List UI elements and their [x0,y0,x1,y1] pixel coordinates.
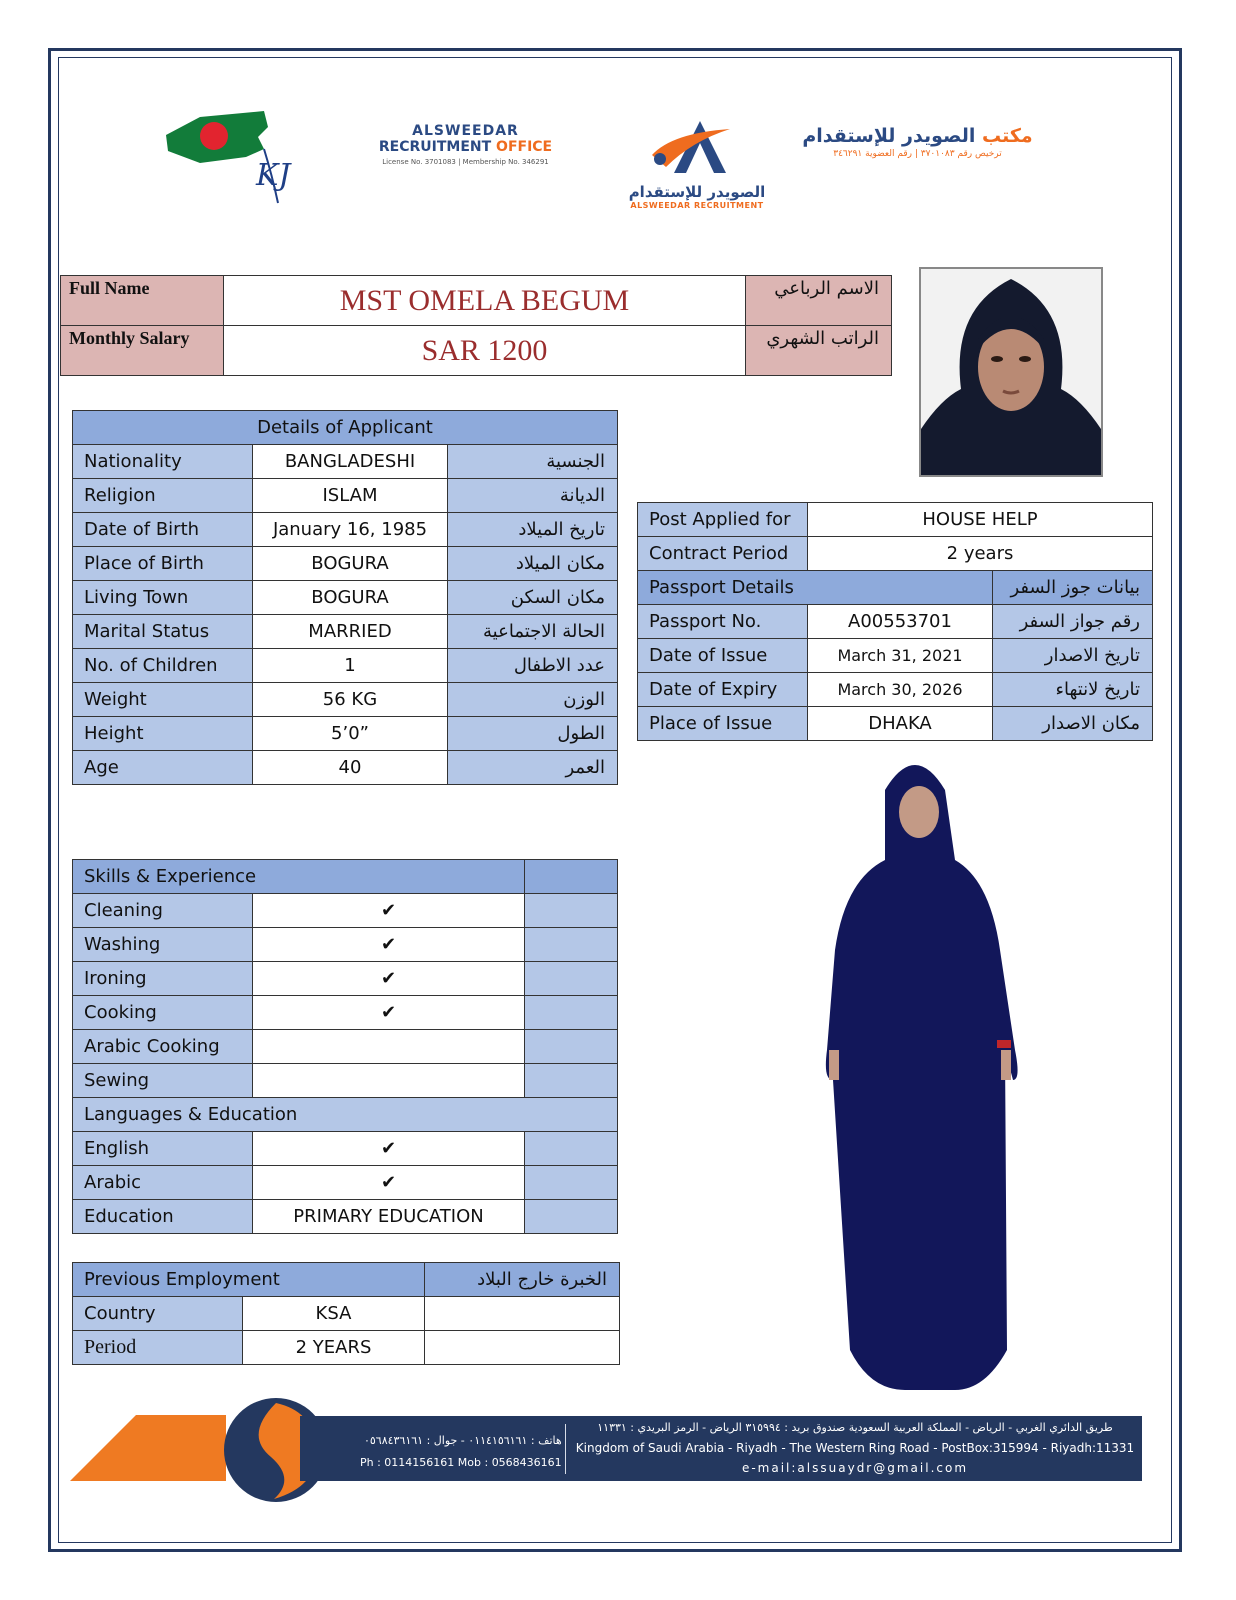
skill-blank [525,928,618,962]
detail-value: January 16, 1985 [252,513,448,547]
detail-label-ar: تاريخ الميلاد [448,513,618,547]
passport-label: Passport No. [638,605,808,639]
skill-check: ✔ [252,928,524,962]
education-label: Education [73,1200,253,1234]
skill-label: Cooking [73,996,253,1030]
footer-email: e-mail:alssuaydr@gmail.com [741,1461,969,1475]
passport-value: March 30, 2026 [808,673,993,707]
skill-check: ✔ [252,996,524,1030]
detail-label: Date of Birth [73,513,253,547]
alsweedar-a-logo [612,115,782,215]
detail-label-ar: الطول [448,717,618,751]
language-blank [525,1132,618,1166]
period-label: Period [73,1331,243,1365]
details-header: Details of Applicant [73,411,618,445]
passport-value: March 31, 2021 [808,639,993,673]
detail-value: 40 [252,751,448,785]
logo-a-arabic: الصويدر للإستقدام [628,183,766,201]
table-row [73,962,618,996]
table-row [638,639,1153,673]
footer-contact [360,1430,562,1474]
detail-label: Living Town [73,581,253,615]
logo-ar-office: مكتب [975,125,1033,147]
skills-header: Skills & Experience [73,860,525,894]
logo-en-office: OFFICE [496,139,553,155]
passport-value: A00553701 [808,605,993,639]
footer-address [575,1418,1135,1478]
logo-ar-name: الصويدر للإستقدام [802,125,976,147]
table-row [73,513,618,547]
detail-label-ar: مكان السكن [448,581,618,615]
detail-label: Nationality [73,445,253,479]
table-row [73,1132,618,1166]
detail-label: No. of Children [73,649,253,683]
table-row [73,615,618,649]
post-label: Post Applied for [638,503,808,537]
table-row [73,683,618,717]
table-row [73,1331,620,1365]
table-row [73,996,618,1030]
education-blank [525,1200,618,1234]
logo-en-line1: ALSWEEDAR [412,123,519,139]
table-row [638,605,1153,639]
passport-header-ar: بيانات جوز السفر [993,571,1153,605]
logo-en-license: License No. 3701083 | Membership No. 346291 [382,158,549,166]
passport-value: DHAKA [808,707,993,741]
full-name-label-ar: الاسم الرباعي [746,276,892,326]
period-value: 2 YEARS [243,1331,425,1365]
skill-label: Washing [73,928,253,962]
language-label: Arabic [73,1166,253,1200]
skill-blank [525,1030,618,1064]
table-row [638,571,1153,605]
detail-label: Marital Status [73,615,253,649]
detail-label: Weight [73,683,253,717]
table-row [73,717,618,751]
footer-address-ar: طريق الدائري الغربي - الرياض - المملكة العربية السعودية صندوق بريد : ٣١٥٩٩٤ الرياض - الرمز البريدي : ١١٣٣١ [597,1421,1113,1434]
applicant-full-body-photo [815,750,1025,1395]
country-value: KSA [243,1297,425,1331]
a-emblem-icon [612,115,782,177]
table-row [73,1263,620,1297]
detail-label-ar: الوزن [448,683,618,717]
language-check: ✔ [252,1166,524,1200]
skills-header-blank [525,860,618,894]
skill-label: Sewing [73,1064,253,1098]
skill-blank [525,894,618,928]
skill-check [252,1030,524,1064]
detail-label-ar: الحالة الاجتماعية [448,615,618,649]
detail-value: ISLAM [252,479,448,513]
languages-header: Languages & Education [73,1098,618,1132]
table-row [73,1030,618,1064]
skills-table [72,859,618,1234]
detail-label-ar: الديانة [448,479,618,513]
footer-phone-ar: هاتف : ٠١١٤١٥٦١٦١ - جوال : ٠٥٦٨٤٣٦١٦١ [363,1434,562,1447]
detail-value: MARRIED [252,615,448,649]
table-row [73,928,618,962]
table-row [73,1064,618,1098]
detail-value: 56 KG [252,683,448,717]
table-row [73,894,618,928]
footer-logo-icon [66,1395,336,1505]
passport-label: Date of Expiry [638,673,808,707]
detail-value: BANGLADESHI [252,445,448,479]
skill-label: Cleaning [73,894,253,928]
footer-divider [565,1424,566,1474]
previous-employment-table [72,1262,620,1365]
full-name-label: Full Name [61,276,224,326]
detail-label: Religion [73,479,253,513]
skill-blank [525,996,618,1030]
table-row [73,445,618,479]
passport-label-ar: تاريخ لانتهاء [993,673,1153,707]
footer-emblem [66,1395,336,1505]
passport-label-ar: تاريخ الاصدار [993,639,1153,673]
kj-logo-text: KJ [256,158,291,193]
salary-label-ar: الراتب الشهري [746,326,892,376]
detail-label-ar: عدد الاطفال [448,649,618,683]
detail-label: Height [73,717,253,751]
passport-label-ar: رقم جواز السفر [993,605,1153,639]
table-row [638,707,1153,741]
bangladesh-flag-logo [160,105,300,210]
logo-ar-license: ترخيص رقم ٣٧٠١٠٨٣ | رقم العضوية ٣٤٦٢٩١ [833,149,1002,159]
language-label: English [73,1132,253,1166]
skill-check [252,1064,524,1098]
country-blank [425,1297,620,1331]
contract-label: Contract Period [638,537,808,571]
passport-label: Date of Issue [638,639,808,673]
table-row [73,547,618,581]
table-row [73,1297,620,1331]
detail-label-ar: العمر [448,751,618,785]
detail-label-ar: مكان الميلاد [448,547,618,581]
details-of-applicant-table [72,410,618,785]
table-row [73,649,618,683]
skill-blank [525,1064,618,1098]
applicant-portrait-photo [919,267,1103,477]
table-row [73,751,618,785]
skill-label: Arabic Cooking [73,1030,253,1064]
table-row [73,479,618,513]
language-blank [525,1166,618,1200]
table-row [73,1200,618,1234]
post-value: HOUSE HELP [808,503,1153,537]
detail-value: BOGURA [252,547,448,581]
skill-label: Ironing [73,962,253,996]
table-row [638,537,1153,571]
previous-header-ar: الخبرة خارج البلاد [425,1263,620,1297]
country-label: Country [73,1297,243,1331]
footer-phone-en: Ph : 0114156161 Mob : 0568436161 [360,1456,562,1469]
detail-value: 5’0” [252,717,448,751]
contract-value: 2 years [808,537,1153,571]
language-check: ✔ [252,1132,524,1166]
passport-label: Place of Issue [638,707,808,741]
table-row [638,673,1153,707]
detail-label: Age [73,751,253,785]
passport-label-ar: مكان الاصدار [993,707,1153,741]
detail-value: BOGURA [252,581,448,615]
logo-en-line2 [358,139,573,155]
salary-label: Monthly Salary [61,326,224,376]
detail-label: Place of Birth [73,547,253,581]
table-row [73,581,618,615]
table-row [73,1166,618,1200]
skill-check: ✔ [252,962,524,996]
passport-header: Passport Details [638,571,993,605]
previous-header: Previous Employment [73,1263,425,1297]
skill-blank [525,962,618,996]
alsweedar-arabic-logo [800,125,1035,159]
logo-a-english: ALSWEEDAR RECRUITMENT [630,201,764,210]
education-value: PRIMARY EDUCATION [252,1200,524,1234]
detail-value: 1 [252,649,448,683]
identity-table [60,275,892,376]
post-passport-table [637,502,1153,741]
table-row [73,1098,618,1132]
alsweedar-english-logo [358,123,573,166]
period-blank [425,1331,620,1365]
footer-address-en: Kingdom of Saudi Arabia - Riyadh - The Western Ring Road - PostBox:315994 - Riyadh:11331 [575,1441,1135,1455]
full-name-value: MST OMELA BEGUM [224,276,746,326]
logo-en-recruitment: RECRUITMENT [378,139,497,155]
table-row [73,860,618,894]
detail-label-ar: الجنسية [448,445,618,479]
table-row [638,503,1153,537]
salary-value: SAR 1200 [224,326,746,376]
skill-check: ✔ [252,894,524,928]
